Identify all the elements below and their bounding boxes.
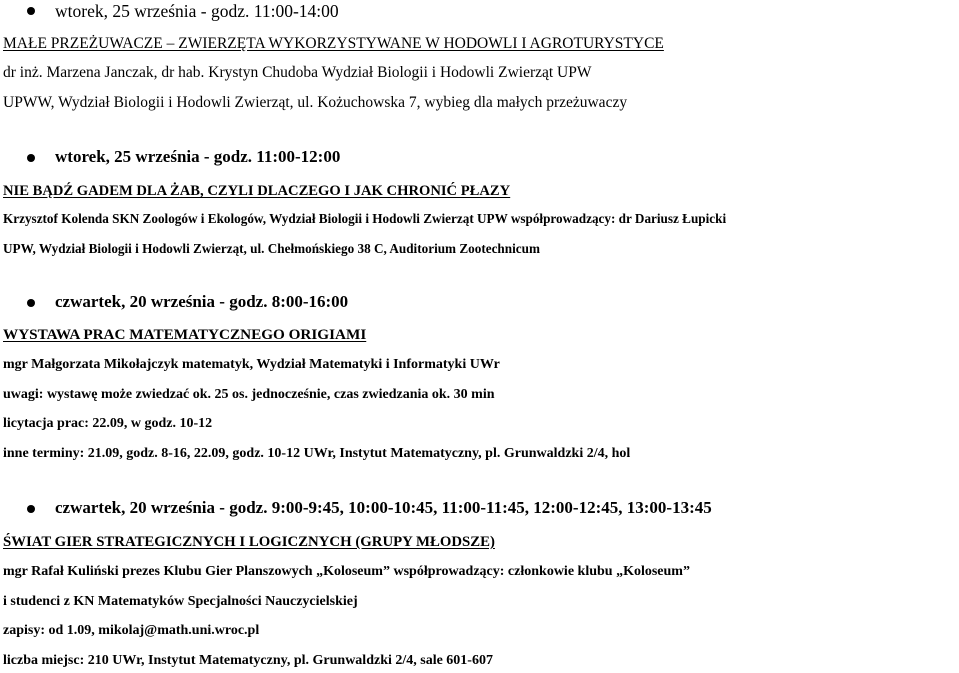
event-title-1: MAŁE PRZEŻUWACZE – ZWIERZĘTA WYKORZYSTYWANE W HODOWLI I AGROTURYSTYCE	[3, 35, 664, 52]
event-date-3	[3, 290, 953, 314]
event-line: dr inż. Marzena Janczak, dr hab. Krystyn Chudoba Wydział Biologii i Hodowli Zwierząt UPW	[3, 64, 592, 81]
event-date-4	[3, 496, 953, 520]
event-line: liczba miejsc: 210 UWr, Instytut Matematyczny, pl. Grunwaldzki 2/4, sale 601-607	[3, 653, 493, 668]
bullet-icon	[27, 299, 35, 307]
event-date-text: czwartek, 20 września - godz. 8:00-16:00	[55, 292, 349, 311]
event-title-4: ŚWIAT GIER STRATEGICZNYCH I LOGICZNYCH (GRUPY MŁODSZE)	[3, 534, 495, 550]
event-line: UPWW, Wydział Biologii i Hodowli Zwierząt, ul. Kożuchowska 7, wybieg dla małych przeżuwaczy	[3, 94, 628, 111]
bullet-icon	[27, 7, 35, 15]
event-date-2	[3, 145, 953, 169]
event-line: mgr Małgorzata Mikołajczyk matematyk, Wydział Matematyki i Informatyki UWr	[3, 357, 500, 372]
event-line: uwagi: wystawę może zwiedzać ok. 25 os. jednocześnie, czas zwiedzania ok. 30 min	[3, 387, 495, 402]
event-line: zapisy: od 1.09, mikolaj@math.uni.wroc.pl	[3, 623, 260, 638]
event-date-text: wtorek, 25 września - godz. 11:00-14:00	[55, 1, 339, 21]
event-date-text: czwartek, 20 września - godz. 9:00-9:45, 10:00-10:45, 11:00-11:45, 12:00-12:45, 13:00-13:45	[55, 498, 712, 517]
event-line: i studenci z KN Matematyków Specjalności Nauczycielskiej	[3, 594, 358, 609]
event-line: licytacja prac: 22.09, w godz. 10-12	[3, 416, 213, 431]
event-date-text: wtorek, 25 września - godz. 11:00-12:00	[55, 147, 341, 166]
bullet-icon	[27, 505, 35, 513]
event-date-1	[3, 0, 953, 22]
event-title-2: NIE BĄDŹ GADEM DLA ŻAB, CZYLI DLACZEGO I JAK CHRONIĆ PŁAZY	[3, 183, 511, 199]
event-title-3: WYSTAWA PRAC MATEMATYCZNEGO ORIGIAMI	[3, 326, 367, 343]
bullet-icon	[27, 154, 35, 162]
event-line: UPW, Wydział Biologii i Hodowli Zwierząt, ul. Chełmońskiego 38 C, Auditorium Zootechnicum	[3, 241, 540, 256]
event-line: mgr Rafał Kuliński prezes Klubu Gier Planszowych „Koloseum” współprowadzący: członkowie klubu „Koloseum”	[3, 564, 690, 579]
event-line: inne terminy: 21.09, godz. 8-16, 22.09, godz. 10-12 UWr, Instytut Matematyczny, pl. Grunwaldzki 2/4, hol	[3, 446, 631, 461]
event-line: Krzysztof Kolenda SKN Zoologów i Ekologów, Wydział Biologii i Hodowli Zwierząt UPW współprowadzący: dr Dariusz Łupicki	[3, 211, 727, 226]
